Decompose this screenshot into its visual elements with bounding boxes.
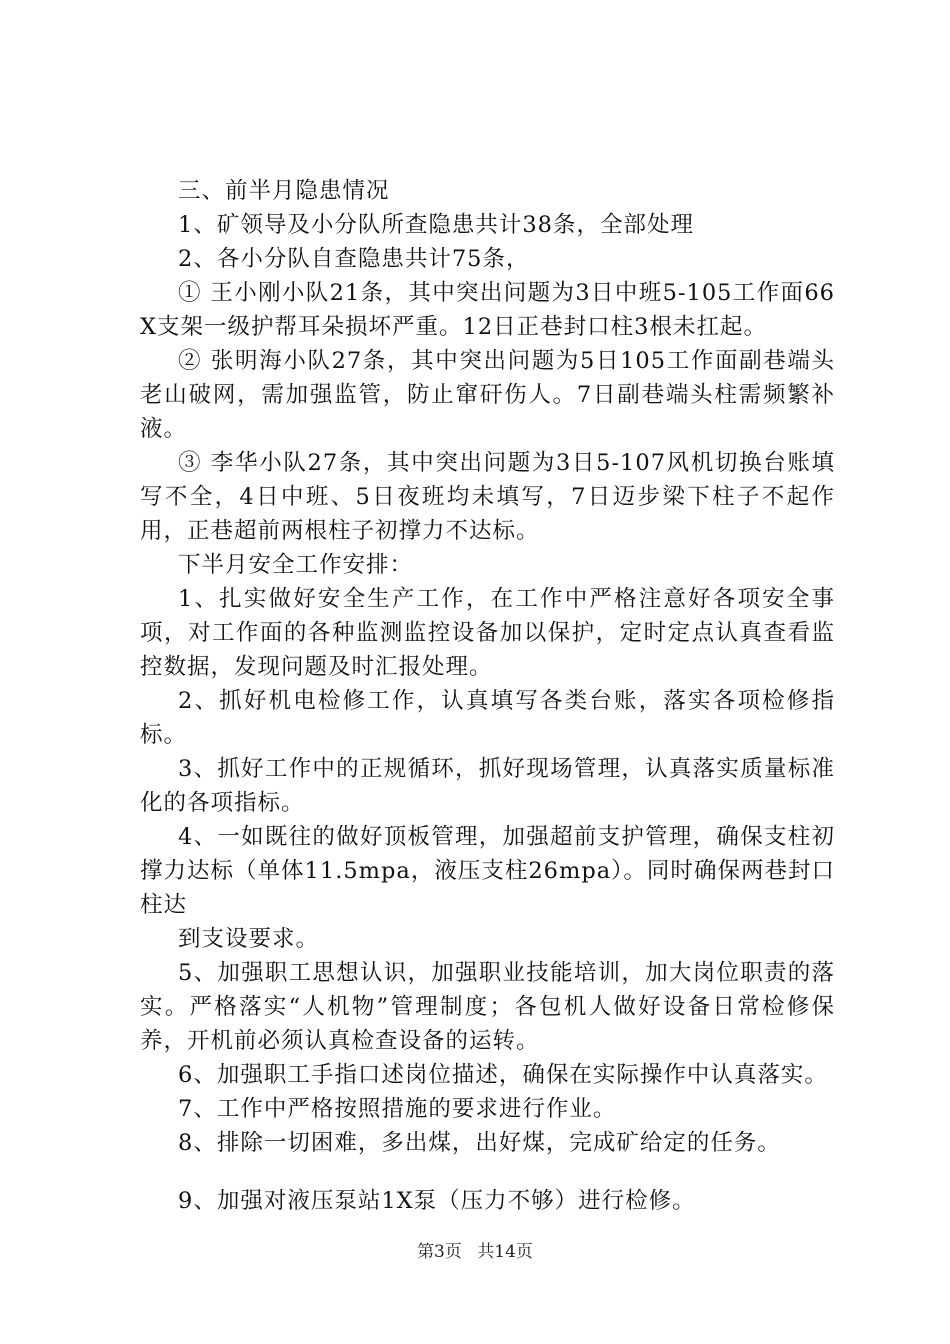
document-body	[140, 174, 835, 1218]
paragraph: ③ 李华小队27条，其中突出问题为3日5-107风机切换台账填写不全，4日中班、5日夜班均未填写，7日迈步梁下柱子不起作用，正巷超前两根柱子初撑力不达标。	[140, 450, 835, 544]
paragraph: 2、各小分队自查隐患共计75条，	[178, 246, 530, 272]
paragraph: 7、工作中严格按照措施的要求进行作业。	[178, 1096, 617, 1122]
paragraph: 6、加强职工手指口述岗位描述，确保在实际操作中认真落实。	[178, 1062, 828, 1088]
paragraph: 9、加强对液压泵站1X泵（压力不够）进行检修。	[178, 1188, 696, 1214]
paragraph: 8、排除一切困难，多出煤，出好煤，完成矿给定的任务。	[178, 1130, 781, 1156]
page-footer	[0, 1241, 950, 1263]
paragraph: 3、抓好工作中的正规循环，抓好现场管理，认真落实质量标准化的各项指标。	[140, 756, 835, 816]
paragraph: 到支设要求。	[178, 926, 320, 952]
paragraph: 1、扎实做好安全生产工作，在工作中严格注意好各项安全事项，对工作面的各种监测监控设备加以保护，定时定点认真查看监控数据，发现问题及时汇报处理。	[140, 586, 835, 680]
paragraph: ② 张明海小队27条，其中突出问题为5日105工作面副巷端头老山破网，需加强监管，防止窜矸伤人。7日副巷端头柱需频繁补液。	[140, 348, 835, 442]
section-heading: 三、前半月隐患情况	[178, 178, 390, 204]
page-number: 第3页	[417, 1242, 462, 1262]
section-heading: 下半月安全工作安排：	[178, 552, 414, 578]
paragraph: 5、加强职工思想认识，加强职业技能培训，加大岗位职责的落实。严格落实“人机物”管理制度；各包机人做好设备日常检修保养，开机前必须认真检查设备的运转。	[140, 960, 835, 1054]
paragraph: 4、一如既往的做好顶板管理，加强超前支护管理，确保支柱初撑力达标（单体11.5mpa，液压支柱26mpa）。同时确保两巷封口柱达	[140, 824, 835, 918]
paragraph: ① 王小刚小队21条，其中突出问题为3日中班5-105工作面66X支架一级护帮耳朵损坏严重。12日正巷封口柱3根未扛起。	[140, 280, 835, 340]
paragraph: 2、抓好机电检修工作，认真填写各类台账，落实各项检修指标。	[140, 688, 835, 748]
page-total: 共14页	[477, 1242, 533, 1262]
paragraph: 1、矿领导及小分队所查隐患共计38条，全部处理	[178, 212, 694, 238]
